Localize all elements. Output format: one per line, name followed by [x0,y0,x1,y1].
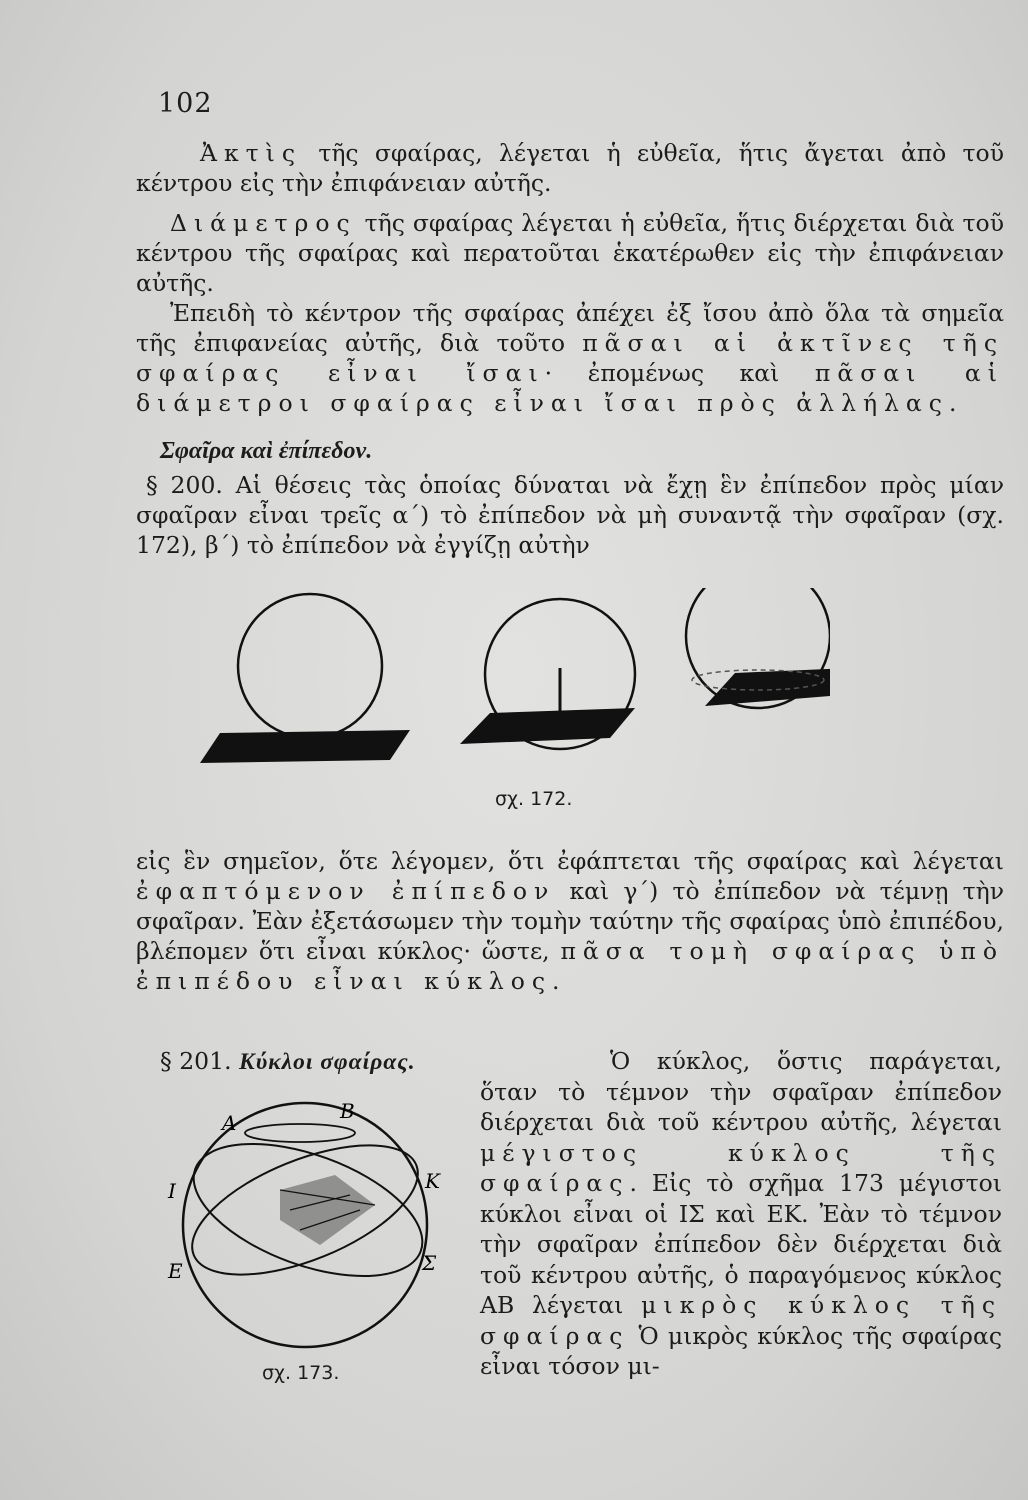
plane-1 [200,730,410,763]
paragraph-radius [136,138,1004,198]
figure-173 [160,1100,460,1350]
label-B: Β [340,1100,355,1123]
equal-radii-emphasis: πᾶσαι αἱ ἀκτῖνες τῆς σφαίρας εἶναι ἴσαι [136,329,1004,387]
label-S: Σ [422,1251,437,1275]
paragraph-radius-text: τῆς σφαίρας, λέγεται ἡ εὐθεῖα, ἥτις ἄγεται ἀπὸ τοῦ κέντρου εἰς τὴν ἐπιφάνειαν αὐτῆς. [136,139,1004,197]
shaded-region [280,1175,375,1245]
equal-radii-text-2: · ἐπομένως καὶ [544,359,815,387]
tangent-text-1: εἰς ἓν σημεῖον, ὅτε λέγομεν, ὅτι ἐφάπτεται τῆς σφαίρας καὶ λέγεται [136,847,1004,875]
paragraph-diameter-text: τῆς σφαίρας λέγεται ἡ εὐθεῖα, ἥτις διέρχεται διὰ τοῦ κέντρου τῆς σφαίρας καὶ περατοῦται ἑκατέρωθεν εἰς τὴν ἐπιφάνειαν αὐτῆς. [136,209,1004,297]
tangent-text-2: καὶ γ΄) τὸ ἐπίπεδον νὰ τέμνῃ τὴν σφαῖραν. Ἐὰν ἐξετάσωμεν τὴν τομὴν ταύτην τῆς σφαίρας ὑπὸ ἐπιπέδου, βλέπομεν ὅτι εἶναι κύκλος· ὥστε, [136,877,1004,965]
sphere-1 [238,594,382,738]
figure-172-caption: σχ. 172. [495,788,573,810]
paragraph-tangent [136,846,1004,996]
paragraph-201-start [160,1046,416,1077]
paragraph-200: § 200. Αἱ θέσεις τὰς ὁποίας δύναται νὰ ἔχῃ ἓν ἐπίπεδον πρὸς μίαν σφαῖραν εἶναι τρεῖς α΄) τὸ ἐπίπεδον νὰ μὴ συναντᾷ τὴν σφαῖραν (σχ. 172), β΄) τὸ ἐπίπεδον νὰ ἐγγίζῃ αὐτὴν [136,471,1004,559]
section-201-number: § 201. [160,1047,232,1075]
plane-3 [705,668,830,706]
section-heading-sphere-plane: Σφαῖρα καὶ ἐπίπεδον. [160,438,373,464]
figure-172 [190,588,830,788]
section-201-heading: Κύκλοι σφαίρας. [239,1049,416,1075]
small-circle-term: μικρὸς κύκλος τῆς σφαίρας [480,1291,1002,1350]
label-A: Α [222,1111,237,1135]
equal-radii-text-1: Ἐπειδὴ τὸ κέντρον τῆς σφαίρας ἀπέχει ἐξ ἴσου ἀπὸ ὅλα τὰ σημεῖα τῆς ἐπιφανείας αὐτῆς, διὰ τοῦτο [136,299,1004,357]
paragraph-diameter [136,208,1004,298]
plane-2 [460,708,635,744]
label-K: Κ [425,1169,440,1193]
paragraph-equal-radii [136,298,1004,418]
tangent-plane-term: ἐφαπτόμενον ἐπίπεδον [136,877,556,905]
great-circle-text-1: Ὁ κύκλος, ὅστις παράγεται, ὅταν τὸ τέμνον τὴν σφαῖραν ἐπίπεδον διέρχεται διὰ τοῦ κέντρου αὐτῆς, λέγεται [480,1047,1002,1136]
term-radius: Ἀκτὶς [200,139,303,167]
equal-diameters-emphasis: πᾶσαι αἱ διάμετροι σφαίρας εἶναι ἴσαι πρὸς ἀλλήλας. [136,359,1004,417]
great-circle-term: μέγιστος κύκλος τῆς σφαίρας [480,1138,1002,1197]
page-number: 102 [158,88,213,119]
term-diameter: Διάμετρος [170,209,357,237]
small-circle-text: Ὁ μικρὸς κύκλος τῆς σφαίρας εἶναι τόσον μι- [480,1321,1002,1380]
section-is-circle-emphasis: πᾶσα τομὴ σφαίρας ὑπὸ ἐπιπέδου εἶναι κύκλος. [136,937,1004,995]
paragraph-201 [480,1046,1002,1382]
label-I: Ι [168,1179,176,1203]
figure-173-caption: σχ. 173. [262,1362,340,1384]
label-E: Ε [168,1259,183,1283]
great-circle-text-2: . Εἰς τὸ σχῆμα 173 μέγιστοι κύκλοι εἶναι οἱ ΙΣ καὶ ΕΚ. Ἐὰν τὸ τέμνον τὴν σφαῖραν ἐπίπεδον δὲν διέρχεται διὰ τοῦ κέντρου αὐτῆς, ὁ παραγόμενος κύκλος ΑΒ λέγεται [480,1169,1002,1319]
small-circle-AB [245,1124,355,1142]
